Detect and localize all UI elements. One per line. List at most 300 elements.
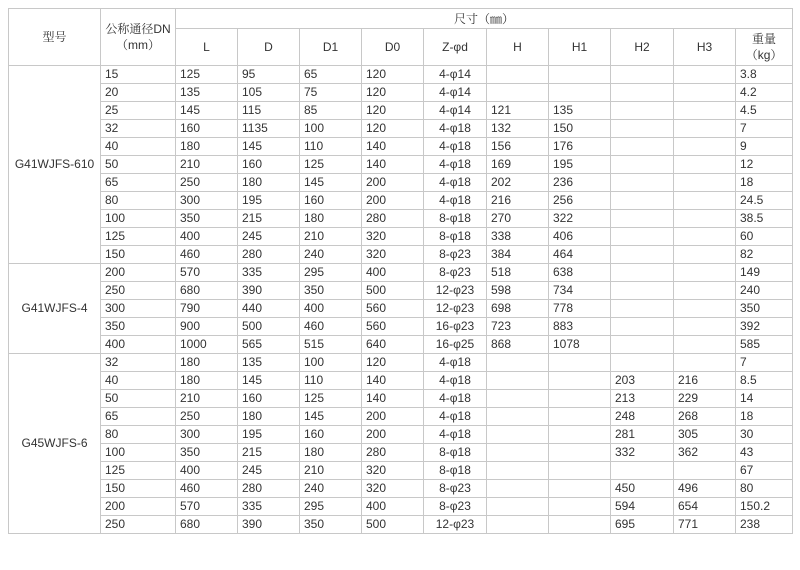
cell-dn: 125 (101, 228, 176, 246)
cell-dn: 300 (101, 300, 176, 318)
cell-d1: 110 (300, 372, 362, 390)
cell-h: 156 (487, 138, 549, 156)
cell-dn: 15 (101, 66, 176, 84)
cell-d: 390 (238, 282, 300, 300)
table-row (9, 174, 793, 192)
cell-dn: 150 (101, 246, 176, 264)
cell-l: 180 (176, 372, 238, 390)
header-dn-line2: （mm） (116, 38, 160, 52)
cell-h3: 305 (674, 426, 736, 444)
cell-dn: 25 (101, 102, 176, 120)
cell-z-phid: 8-φ23 (424, 498, 487, 516)
cell-h1: 176 (549, 138, 611, 156)
cell-weight: 585 (736, 336, 793, 354)
cell-h: 518 (487, 264, 549, 282)
cell-z-phid: 4-φ14 (424, 66, 487, 84)
cell-h (487, 444, 549, 462)
cell-l: 145 (176, 102, 238, 120)
cell-h2 (611, 462, 674, 480)
header-weight-line2: （kg） (745, 48, 783, 62)
cell-l: 400 (176, 228, 238, 246)
header-nominal-diameter (101, 9, 176, 66)
cell-d0: 200 (362, 408, 424, 426)
table-row (9, 210, 793, 228)
table-body (9, 66, 793, 534)
cell-d: 245 (238, 228, 300, 246)
cell-z-phid: 8-φ23 (424, 480, 487, 498)
cell-l: 460 (176, 480, 238, 498)
cell-d1: 180 (300, 444, 362, 462)
cell-h2 (611, 264, 674, 282)
cell-h: 169 (487, 156, 549, 174)
cell-h (487, 66, 549, 84)
cell-h3: 654 (674, 498, 736, 516)
cell-l: 350 (176, 210, 238, 228)
cell-z-phid: 8-φ18 (424, 228, 487, 246)
table-row (9, 282, 793, 300)
cell-h2 (611, 84, 674, 102)
table-row (9, 390, 793, 408)
table-row (9, 516, 793, 534)
model-cell: G41WJFS-4 (9, 264, 101, 354)
cell-weight: 150.2 (736, 498, 793, 516)
cell-l: 210 (176, 390, 238, 408)
cell-weight: 80 (736, 480, 793, 498)
header-weight (736, 29, 793, 66)
table-row (9, 444, 793, 462)
cell-d: 180 (238, 174, 300, 192)
cell-dn: 65 (101, 408, 176, 426)
cell-weight: 240 (736, 282, 793, 300)
cell-h2 (611, 228, 674, 246)
cell-d0: 560 (362, 300, 424, 318)
table-row (9, 156, 793, 174)
cell-d: 565 (238, 336, 300, 354)
cell-d0: 120 (362, 120, 424, 138)
header-h: H (487, 29, 549, 66)
cell-h3: 771 (674, 516, 736, 534)
cell-h3 (674, 462, 736, 480)
cell-h3 (674, 66, 736, 84)
cell-h: 338 (487, 228, 549, 246)
cell-d1: 295 (300, 264, 362, 282)
cell-d: 95 (238, 66, 300, 84)
header-d1: D1 (300, 29, 362, 66)
cell-h1: 638 (549, 264, 611, 282)
cell-h3 (674, 300, 736, 318)
cell-d1: 210 (300, 228, 362, 246)
cell-dn: 20 (101, 84, 176, 102)
cell-h1 (549, 462, 611, 480)
cell-weight: 12 (736, 156, 793, 174)
cell-h1 (549, 444, 611, 462)
cell-d0: 200 (362, 192, 424, 210)
cell-h2 (611, 66, 674, 84)
cell-weight: 24.5 (736, 192, 793, 210)
cell-weight: 350 (736, 300, 793, 318)
cell-d: 145 (238, 138, 300, 156)
cell-z-phid: 4-φ18 (424, 408, 487, 426)
cell-weight: 38.5 (736, 210, 793, 228)
cell-h2 (611, 138, 674, 156)
cell-weight: 82 (736, 246, 793, 264)
cell-d1: 180 (300, 210, 362, 228)
cell-l: 680 (176, 282, 238, 300)
cell-d0: 280 (362, 444, 424, 462)
header-h3: H3 (674, 29, 736, 66)
cell-weight: 7 (736, 120, 793, 138)
cell-h3 (674, 192, 736, 210)
cell-weight: 3.8 (736, 66, 793, 84)
cell-dn: 250 (101, 282, 176, 300)
cell-weight: 30 (736, 426, 793, 444)
cell-h3 (674, 138, 736, 156)
cell-h3: 268 (674, 408, 736, 426)
cell-h1 (549, 516, 611, 534)
cell-z-phid: 8-φ18 (424, 210, 487, 228)
cell-h1: 150 (549, 120, 611, 138)
cell-weight: 4.2 (736, 84, 793, 102)
header-weight-line1: 重量 (752, 32, 777, 46)
cell-h (487, 462, 549, 480)
model-cell: G41WJFS-610 (9, 66, 101, 264)
header-model: 型号 (9, 9, 101, 66)
cell-dn: 150 (101, 480, 176, 498)
cell-d: 160 (238, 156, 300, 174)
cell-l: 210 (176, 156, 238, 174)
cell-h1: 322 (549, 210, 611, 228)
cell-l: 160 (176, 120, 238, 138)
cell-h1: 135 (549, 102, 611, 120)
cell-d1: 145 (300, 408, 362, 426)
cell-dn: 32 (101, 120, 176, 138)
cell-h1: 778 (549, 300, 611, 318)
table-row (9, 318, 793, 336)
cell-h: 216 (487, 192, 549, 210)
cell-d1: 160 (300, 192, 362, 210)
cell-h (487, 480, 549, 498)
cell-h1: 1078 (549, 336, 611, 354)
cell-h1 (549, 372, 611, 390)
cell-h3 (674, 264, 736, 282)
cell-l: 790 (176, 300, 238, 318)
cell-h1: 256 (549, 192, 611, 210)
cell-d0: 140 (362, 390, 424, 408)
cell-d: 180 (238, 408, 300, 426)
cell-z-phid: 8-φ23 (424, 246, 487, 264)
cell-d1: 515 (300, 336, 362, 354)
cell-d: 215 (238, 444, 300, 462)
cell-h2 (611, 282, 674, 300)
cell-weight: 18 (736, 174, 793, 192)
cell-h1 (549, 84, 611, 102)
cell-h3 (674, 174, 736, 192)
cell-z-phid: 4-φ18 (424, 174, 487, 192)
cell-dn: 200 (101, 498, 176, 516)
cell-d1: 460 (300, 318, 362, 336)
cell-z-phid: 4-φ18 (424, 354, 487, 372)
cell-d1: 75 (300, 84, 362, 102)
cell-dn: 40 (101, 372, 176, 390)
cell-d0: 140 (362, 372, 424, 390)
cell-d: 160 (238, 390, 300, 408)
cell-z-phid: 4-φ18 (424, 192, 487, 210)
cell-h (487, 426, 549, 444)
cell-dn: 80 (101, 192, 176, 210)
cell-d0: 400 (362, 498, 424, 516)
cell-h (487, 84, 549, 102)
cell-d: 390 (238, 516, 300, 534)
table-row (9, 192, 793, 210)
cell-z-phid: 4-φ18 (424, 138, 487, 156)
cell-h3 (674, 120, 736, 138)
cell-d: 195 (238, 426, 300, 444)
cell-h: 202 (487, 174, 549, 192)
table-row (9, 408, 793, 426)
cell-h: 868 (487, 336, 549, 354)
cell-h2 (611, 156, 674, 174)
cell-h2 (611, 318, 674, 336)
cell-l: 180 (176, 354, 238, 372)
table-row (9, 138, 793, 156)
cell-d1: 160 (300, 426, 362, 444)
cell-h2 (611, 300, 674, 318)
cell-weight: 60 (736, 228, 793, 246)
cell-l: 900 (176, 318, 238, 336)
cell-weight: 43 (736, 444, 793, 462)
cell-h3 (674, 246, 736, 264)
cell-h3 (674, 102, 736, 120)
cell-d0: 400 (362, 264, 424, 282)
cell-dn: 50 (101, 390, 176, 408)
cell-h2: 695 (611, 516, 674, 534)
cell-h (487, 498, 549, 516)
cell-dn: 350 (101, 318, 176, 336)
cell-d0: 200 (362, 174, 424, 192)
cell-h2: 281 (611, 426, 674, 444)
table-row (9, 462, 793, 480)
cell-d1: 210 (300, 462, 362, 480)
cell-d1: 125 (300, 156, 362, 174)
cell-h1: 883 (549, 318, 611, 336)
cell-d0: 320 (362, 246, 424, 264)
cell-h1 (549, 426, 611, 444)
cell-h3 (674, 210, 736, 228)
header-d: D (238, 29, 300, 66)
cell-z-phid: 12-φ23 (424, 516, 487, 534)
cell-l: 680 (176, 516, 238, 534)
header-d0: D0 (362, 29, 424, 66)
cell-dn: 50 (101, 156, 176, 174)
cell-dn: 200 (101, 264, 176, 282)
cell-h3: 229 (674, 390, 736, 408)
cell-l: 300 (176, 192, 238, 210)
cell-h (487, 354, 549, 372)
cell-h2 (611, 336, 674, 354)
cell-d0: 640 (362, 336, 424, 354)
header-l: L (176, 29, 238, 66)
cell-d0: 500 (362, 282, 424, 300)
cell-dn: 32 (101, 354, 176, 372)
cell-h3 (674, 84, 736, 102)
cell-z-phid: 8-φ18 (424, 444, 487, 462)
cell-dn: 250 (101, 516, 176, 534)
cell-dn: 65 (101, 174, 176, 192)
cell-weight: 8.5 (736, 372, 793, 390)
cell-dn: 40 (101, 138, 176, 156)
cell-d0: 280 (362, 210, 424, 228)
cell-dn: 80 (101, 426, 176, 444)
cell-z-phid: 12-φ23 (424, 300, 487, 318)
cell-h (487, 516, 549, 534)
cell-d: 280 (238, 246, 300, 264)
cell-h: 132 (487, 120, 549, 138)
cell-weight: 238 (736, 516, 793, 534)
cell-d0: 560 (362, 318, 424, 336)
cell-l: 350 (176, 444, 238, 462)
cell-z-phid: 4-φ14 (424, 102, 487, 120)
cell-d0: 140 (362, 156, 424, 174)
header-dn-line1: 公称通径DN (105, 22, 171, 36)
cell-h1 (549, 408, 611, 426)
cell-h2: 248 (611, 408, 674, 426)
cell-l: 400 (176, 462, 238, 480)
cell-h3 (674, 336, 736, 354)
cell-h1 (549, 354, 611, 372)
cell-h2: 594 (611, 498, 674, 516)
cell-d: 245 (238, 462, 300, 480)
cell-d0: 120 (362, 66, 424, 84)
table-row (9, 354, 793, 372)
cell-dn: 100 (101, 210, 176, 228)
table-row (9, 498, 793, 516)
valve-dimension-table (8, 8, 793, 534)
cell-z-phid: 8-φ18 (424, 462, 487, 480)
cell-dn: 400 (101, 336, 176, 354)
cell-h3: 362 (674, 444, 736, 462)
cell-h3 (674, 318, 736, 336)
cell-d1: 65 (300, 66, 362, 84)
cell-h2: 213 (611, 390, 674, 408)
cell-d0: 120 (362, 84, 424, 102)
cell-h3: 216 (674, 372, 736, 390)
cell-weight: 149 (736, 264, 793, 282)
cell-d: 105 (238, 84, 300, 102)
table-row (9, 102, 793, 120)
cell-d: 115 (238, 102, 300, 120)
cell-d: 440 (238, 300, 300, 318)
cell-d: 335 (238, 498, 300, 516)
cell-h2 (611, 120, 674, 138)
cell-h: 698 (487, 300, 549, 318)
header-size-group: 尺寸（㎜） (176, 9, 793, 29)
cell-h2 (611, 102, 674, 120)
cell-h2: 203 (611, 372, 674, 390)
cell-h: 598 (487, 282, 549, 300)
cell-h2 (611, 174, 674, 192)
cell-h: 121 (487, 102, 549, 120)
header-h2: H2 (611, 29, 674, 66)
table-row (9, 336, 793, 354)
cell-l: 250 (176, 174, 238, 192)
cell-d1: 100 (300, 354, 362, 372)
cell-h1 (549, 480, 611, 498)
cell-d1: 145 (300, 174, 362, 192)
cell-d0: 320 (362, 228, 424, 246)
cell-d1: 350 (300, 516, 362, 534)
cell-d: 215 (238, 210, 300, 228)
header-z-phid: Z-φd (424, 29, 487, 66)
cell-d: 1135 (238, 120, 300, 138)
cell-z-phid: 4-φ14 (424, 84, 487, 102)
cell-d1: 240 (300, 480, 362, 498)
cell-d0: 120 (362, 354, 424, 372)
cell-weight: 4.5 (736, 102, 793, 120)
table-row (9, 426, 793, 444)
table-row (9, 264, 793, 282)
cell-d0: 120 (362, 102, 424, 120)
cell-d1: 295 (300, 498, 362, 516)
cell-z-phid: 4-φ18 (424, 156, 487, 174)
cell-d: 335 (238, 264, 300, 282)
cell-h3 (674, 156, 736, 174)
cell-d: 195 (238, 192, 300, 210)
cell-z-phid: 8-φ23 (424, 264, 487, 282)
cell-l: 125 (176, 66, 238, 84)
cell-d1: 400 (300, 300, 362, 318)
table-row (9, 120, 793, 138)
cell-l: 135 (176, 84, 238, 102)
cell-z-phid: 16-φ25 (424, 336, 487, 354)
cell-d0: 200 (362, 426, 424, 444)
cell-h: 270 (487, 210, 549, 228)
cell-d1: 110 (300, 138, 362, 156)
cell-d0: 320 (362, 480, 424, 498)
cell-h1 (549, 390, 611, 408)
table-row (9, 228, 793, 246)
cell-h1: 195 (549, 156, 611, 174)
cell-d1: 240 (300, 246, 362, 264)
cell-h1 (549, 66, 611, 84)
cell-h (487, 390, 549, 408)
cell-l: 460 (176, 246, 238, 264)
cell-l: 570 (176, 264, 238, 282)
cell-weight: 7 (736, 354, 793, 372)
cell-h1: 734 (549, 282, 611, 300)
cell-h1: 406 (549, 228, 611, 246)
cell-z-phid: 4-φ18 (424, 372, 487, 390)
table-row (9, 300, 793, 318)
cell-d: 500 (238, 318, 300, 336)
cell-h2 (611, 210, 674, 228)
cell-d1: 100 (300, 120, 362, 138)
cell-weight: 18 (736, 408, 793, 426)
cell-weight: 67 (736, 462, 793, 480)
cell-d0: 140 (362, 138, 424, 156)
cell-d0: 500 (362, 516, 424, 534)
cell-h2 (611, 246, 674, 264)
cell-d1: 350 (300, 282, 362, 300)
cell-d: 135 (238, 354, 300, 372)
cell-z-phid: 4-φ18 (424, 426, 487, 444)
table-row (9, 246, 793, 264)
table-row (9, 480, 793, 498)
cell-d1: 85 (300, 102, 362, 120)
cell-dn: 125 (101, 462, 176, 480)
cell-l: 180 (176, 138, 238, 156)
cell-h3 (674, 228, 736, 246)
cell-h (487, 408, 549, 426)
